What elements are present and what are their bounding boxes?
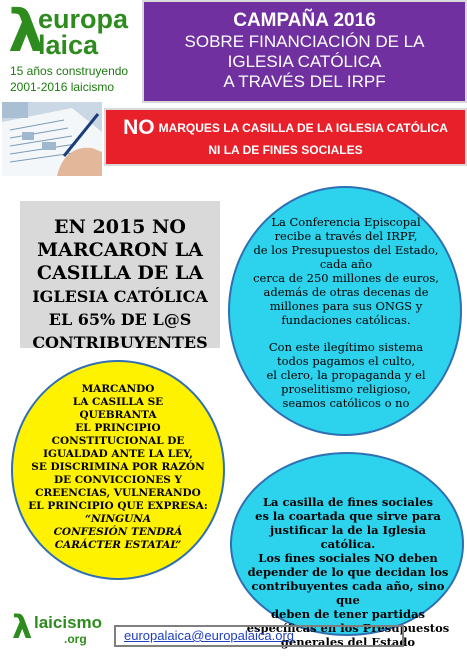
- campaign-subtitle-1: SOBRE FINANCIACIÓN DE LA: [184, 32, 425, 51]
- statistic-line: MARCARON LA: [37, 239, 203, 261]
- social-line: deben de tener partidas: [270, 607, 425, 621]
- conference-line: proselitismo religioso,: [281, 382, 411, 396]
- statistic-line: IGLESIA CATÓLICA: [32, 287, 208, 306]
- banner-line-1: MARQUES LA CASILLA DE LA IGLESIA CATÓLICA: [158, 121, 448, 135]
- statistic-line: EN 2015 NO: [54, 216, 186, 238]
- campaign-header: [142, 0, 467, 103]
- equality-line: LA CASILLA SE: [72, 396, 164, 408]
- tax-form-photo: [2, 102, 102, 176]
- conference-line: recibe a través del IRPF,: [274, 229, 418, 243]
- social-line: es la coartada que sirve para: [255, 509, 441, 523]
- equality-line: DE CONVICCIONES Y: [53, 474, 183, 486]
- conference-line: La Conferencia Episcopal: [271, 215, 421, 229]
- logo-brand-line2: laica: [38, 30, 99, 60]
- conference-line: el clero, la propaganda y el: [266, 368, 426, 382]
- banner-no: NO: [123, 116, 155, 139]
- campaign-title: CAMPAÑA 2016: [233, 10, 376, 31]
- conference-bubble-text: [244, 215, 448, 410]
- conference-line: cerca de 250 millones de euros,: [253, 271, 439, 285]
- equality-line: MARCANDO: [81, 383, 155, 395]
- laicismo-logo-suffix: .org: [64, 632, 87, 646]
- social-line: La casilla de fines sociales: [262, 495, 434, 509]
- equality-line: EL PRINCIPIO QUE EXPRESA:: [28, 500, 208, 512]
- logo-brand-line1: europa: [38, 4, 129, 34]
- conference-line: cada año: [319, 257, 373, 271]
- conference-line: de los Presupuestos del Estado,: [253, 243, 439, 257]
- social-line: Los fines sociales NO deben: [258, 551, 438, 565]
- europa-laica-logo: [2, 2, 140, 102]
- equality-line: CONSTITUCIONAL DE: [51, 435, 185, 447]
- equality-line: SE DISCRIMINA POR RAZÓN: [31, 461, 205, 473]
- conference-line: Con este ilegítimo sistema: [268, 340, 424, 354]
- equality-quote-line: CARÁCTER ESTATAL”: [54, 539, 182, 551]
- social-line: contribuyentes cada año, sino que: [251, 579, 445, 607]
- equality-quote-line: “NINGUNA: [84, 513, 151, 525]
- social-line: generales del Estado: [280, 635, 416, 649]
- social-line: depender de lo que decidan los: [247, 565, 449, 579]
- equality-line: CREENCIAS, VULNERANDO: [35, 487, 201, 499]
- warning-banner: [104, 108, 467, 166]
- statistic-line: CASILLA DE LA: [36, 262, 204, 284]
- statistic-box: [20, 201, 220, 352]
- equality-line: EL PRINCIPIO: [75, 422, 161, 434]
- equality-quote-line: CONFESIÓN TENDRÁ: [53, 526, 183, 538]
- logo-tagline-1: 15 años construyendo: [10, 64, 129, 78]
- campaign-subtitle-2: IGLESIA CATÓLICA: [227, 52, 382, 71]
- conference-line: seamos católicos o no: [282, 396, 410, 410]
- contact-email-link[interactable]: europalaica@europalaica.org: [114, 625, 404, 647]
- banner-line-2: NI LA DE FINES SOCIALES: [208, 143, 363, 157]
- equality-bubble-text: [28, 383, 208, 552]
- conference-line: todos pagamos el culto,: [276, 354, 416, 368]
- statistic-line: EL 65% DE L@S: [48, 310, 192, 329]
- conference-line: además de otras decenas de: [263, 285, 429, 299]
- lambda-logo-icon: λ: [8, 0, 45, 65]
- laicismo-logo-word: laicismo: [34, 613, 103, 632]
- laicismo-lambda-icon: λ: [12, 608, 33, 646]
- logo-tagline-2: 2001-2016 laicismo: [10, 80, 115, 94]
- conference-line: millones para sus ONGS y: [269, 299, 423, 313]
- equality-line: QUEBRANTA: [79, 409, 157, 421]
- tax-form-illustration-icon: [2, 102, 102, 176]
- social-line: justificar la de la Iglesia católica.: [270, 523, 426, 551]
- equality-line: IGUALDAD ANTE LA LEY,: [43, 448, 193, 460]
- campaign-subtitle-3: A TRAVÉS DEL IRPF: [223, 72, 386, 91]
- conference-line: fundaciones católicas.: [281, 313, 411, 327]
- social-line: específicas en los Presupuestos: [246, 621, 450, 635]
- statistic-line: CONTRIBUYENTES: [32, 333, 208, 352]
